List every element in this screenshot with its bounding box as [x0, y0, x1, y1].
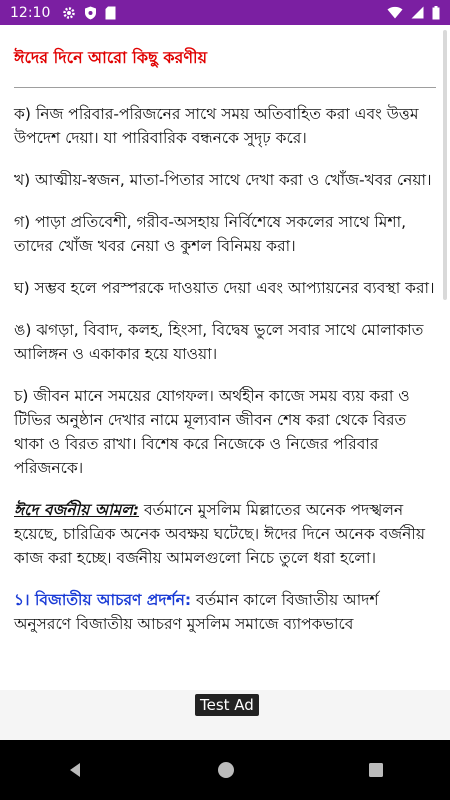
sd-card-icon: [105, 6, 116, 20]
point-1-heading: ১। বিজাতীয় আচরণ প্রদর্শন:: [14, 591, 192, 609]
article-content[interactable]: [0, 25, 450, 690]
title-divider: [14, 87, 436, 88]
ad-banner[interactable]: [0, 690, 450, 740]
list-item: চ) জীবন মানে সময়ের যোগফল। অর্থহীন কাজে সময় ব্যয় করা ও টিভির অনুষ্ঠান দেখার নামে মূল্যবান জীবন শেষ করা থেকে বিরত থাকা ও বিরত রাখা। বিশেষ করে নিজেকে ও নিজের পরিবার পরিজনকে।: [14, 387, 410, 477]
list-item: গ) পাড়া প্রতিবেশী, গরীব-অসহায় নির্বিশেষে সকলের সাথে মিশা, তাদের খোঁজ খবর নেয়া ও কুশল বিনিময় করা।: [14, 213, 407, 255]
wifi-icon: [387, 6, 403, 19]
signal-icon: [411, 6, 424, 19]
status-time: 12:10: [10, 4, 51, 21]
article-title: ঈদের দিনে আরো কিছু করণীয়: [14, 48, 207, 67]
status-bar: [0, 0, 450, 25]
list-item: ঘ) সম্ভব হলে পরস্পরকে দাওয়াত দেয়া এবং আপ্যায়নের ব্যবস্থা করা।: [14, 279, 435, 297]
test-ad-label[interactable]: Test Ad: [195, 694, 259, 716]
shield-icon: [84, 6, 97, 20]
point-1-paragraph: [14, 588, 436, 636]
battery-icon: [432, 6, 440, 20]
list-item: ঙ) ঝগড়া, বিবাদ, কলহ, হিংসা, বিদ্বেষ ভুলে সবার সাথে মোলাকাত আলিঙ্গন ও একাকার হয়ে যাওয়া।: [14, 321, 424, 363]
forbidden-acts-text: বর্তমানে মুসলিম মিল্লাতের অনেক পদস্খলন হয়েছে, চারিত্রিক অনেক অবক্ষয় ঘটেছে। ঈদের দিনে অনেক বর্জনীয় কাজ করা হচ্ছে। বর্জনীয় আমলগুলো নিচে তুলে ধরা হলো।: [14, 501, 425, 567]
back-icon[interactable]: [66, 761, 84, 779]
gear-icon: [62, 6, 76, 20]
home-icon[interactable]: [216, 760, 236, 780]
forbidden-acts-heading: ঈদে বর্জনীয় আমল:: [14, 501, 140, 519]
navigation-bar: [0, 740, 450, 800]
list-item: খ) আত্মীয়-স্বজন, মাতা-পিতার সাথে দেখা করা ও খোঁজ-খবর নেয়া।: [14, 171, 432, 189]
point-1-text: বর্তমান কালে বিজাতীয় আদর্শ অনুসরণে বিজাতীয় আচরণ মুসলিম সমাজে ব্যাপকভাবে: [14, 591, 379, 633]
list-item: ক) নিজ পরিবার-পরিজনের সাথে সময় অতিবাহিত করা এবং উত্তম উপদেশ দেয়া। যা পারিবারিক বন্ধনকে সুদৃঢ় করে।: [14, 105, 419, 147]
recents-icon[interactable]: [368, 762, 384, 778]
forbidden-acts-paragraph: [14, 498, 436, 570]
scrollbar-thumb[interactable]: [443, 30, 447, 300]
